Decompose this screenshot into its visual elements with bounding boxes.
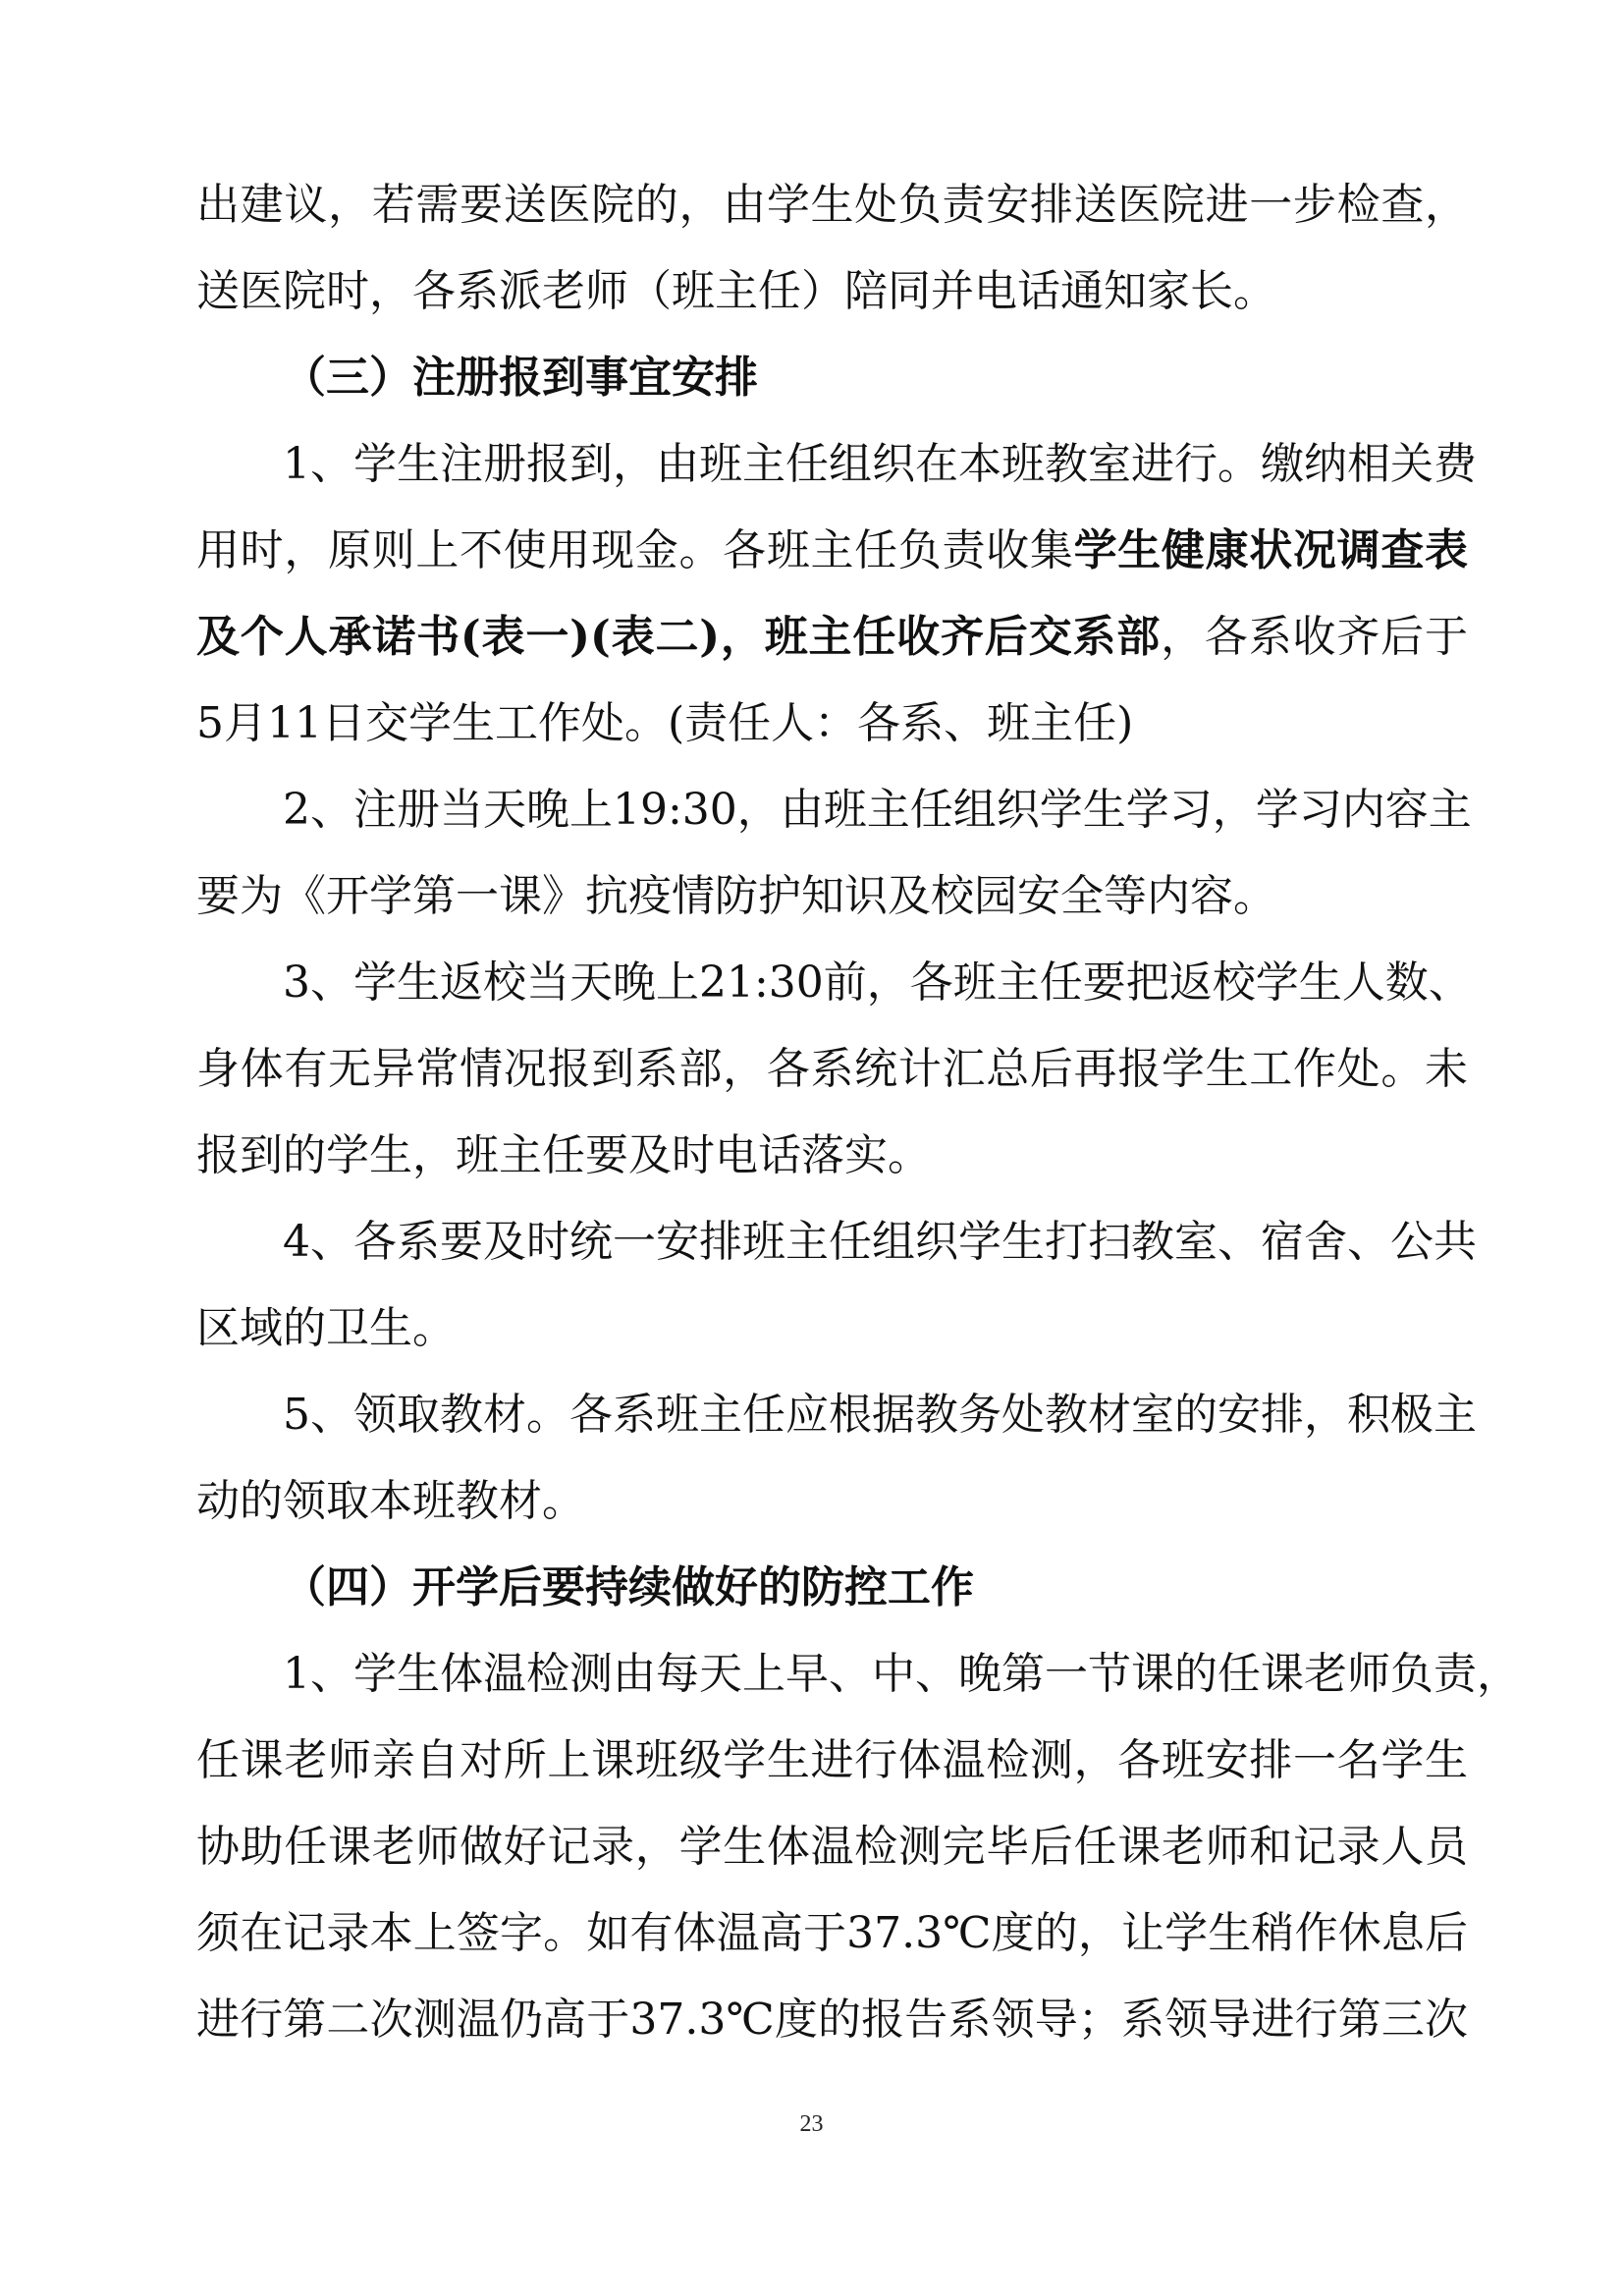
paragraph-line: 要为《开学第一课》抗疫情防护知识及校园安全等内容。 xyxy=(196,871,1276,921)
paragraph-line: 须在记录本上签字。如有体温高于37.3℃度的，让学生稍作休息后 xyxy=(196,1908,1468,1958)
paragraph-line: 5、领取教材。各系班主任应根据教务处教材室的安排，积极主 xyxy=(283,1390,1477,1440)
line-text: 用时，原则上不使用现金。各班主任负责收集 xyxy=(196,525,1074,575)
body-text xyxy=(196,162,1520,2063)
page-number: 23 xyxy=(799,2111,824,2137)
paragraph-line: 1、学生注册报到，由班主任组织在本班教室进行。缴纳相关费 xyxy=(283,439,1477,489)
section-heading-3: （三）注册报到事宜安排 xyxy=(283,353,758,403)
paragraph-line: 送医院时，各系派老师（班主任）陪同并电话通知家长。 xyxy=(196,266,1276,316)
section-heading-4: （四）开学后要持续做好的防控工作 xyxy=(283,1562,974,1613)
paragraph-line: 协助任课老师做好记录，学生体温检测完毕后任课老师和记录人员 xyxy=(196,1822,1468,1872)
paragraph-line: 出建议，若需要送医院的，由学生处负责安排送医院进一步检查， xyxy=(196,180,1468,230)
line-text: ，各系收齐后于 xyxy=(1161,612,1469,662)
paragraph-line-mixed xyxy=(196,594,1468,681)
paragraph-line: 4、各系要及时统一安排班主任组织学生打扫教室、宿舍、公共 xyxy=(283,1217,1477,1267)
paragraph-line: 动的领取本班教材。 xyxy=(196,1476,585,1526)
paragraph-line: 3、学生返校当天晚上21:30前，各班主任要把返校学生人数、 xyxy=(283,957,1472,1008)
paragraph-line: 2、注册当天晚上19:30，由班主任组织学生学习，学习内容主 xyxy=(283,785,1472,835)
paragraph-line: 报到的学生，班主任要及时电话落实。 xyxy=(196,1130,931,1180)
paragraph-line: 1、学生体温检测由每天上早、中、晚第一节课的任课老师负责， xyxy=(283,1649,1520,1699)
paragraph-line: 任课老师亲自对所上课班级学生进行体温检测，各班安排一名学生 xyxy=(196,1735,1468,1785)
paragraph-line-mixed xyxy=(196,508,1468,594)
paragraph-line: 5月11日交学生工作处。(责任人：各系、班主任) xyxy=(196,698,1134,748)
bold-text: 学生健康状况调查表 xyxy=(1073,525,1469,575)
paragraph-line: 身体有无异常情况报到系部，各系统计汇总后再报学生工作处。未 xyxy=(196,1044,1468,1094)
bold-text: 及个人承诺书(表一)(表二)，班主任收齐后交系部 xyxy=(196,612,1162,662)
paragraph-line: 进行第二次测温仍高于37.3℃度的报告系领导；系领导进行第三次 xyxy=(196,1995,1468,2045)
paragraph-line: 区域的卫生。 xyxy=(196,1303,456,1353)
